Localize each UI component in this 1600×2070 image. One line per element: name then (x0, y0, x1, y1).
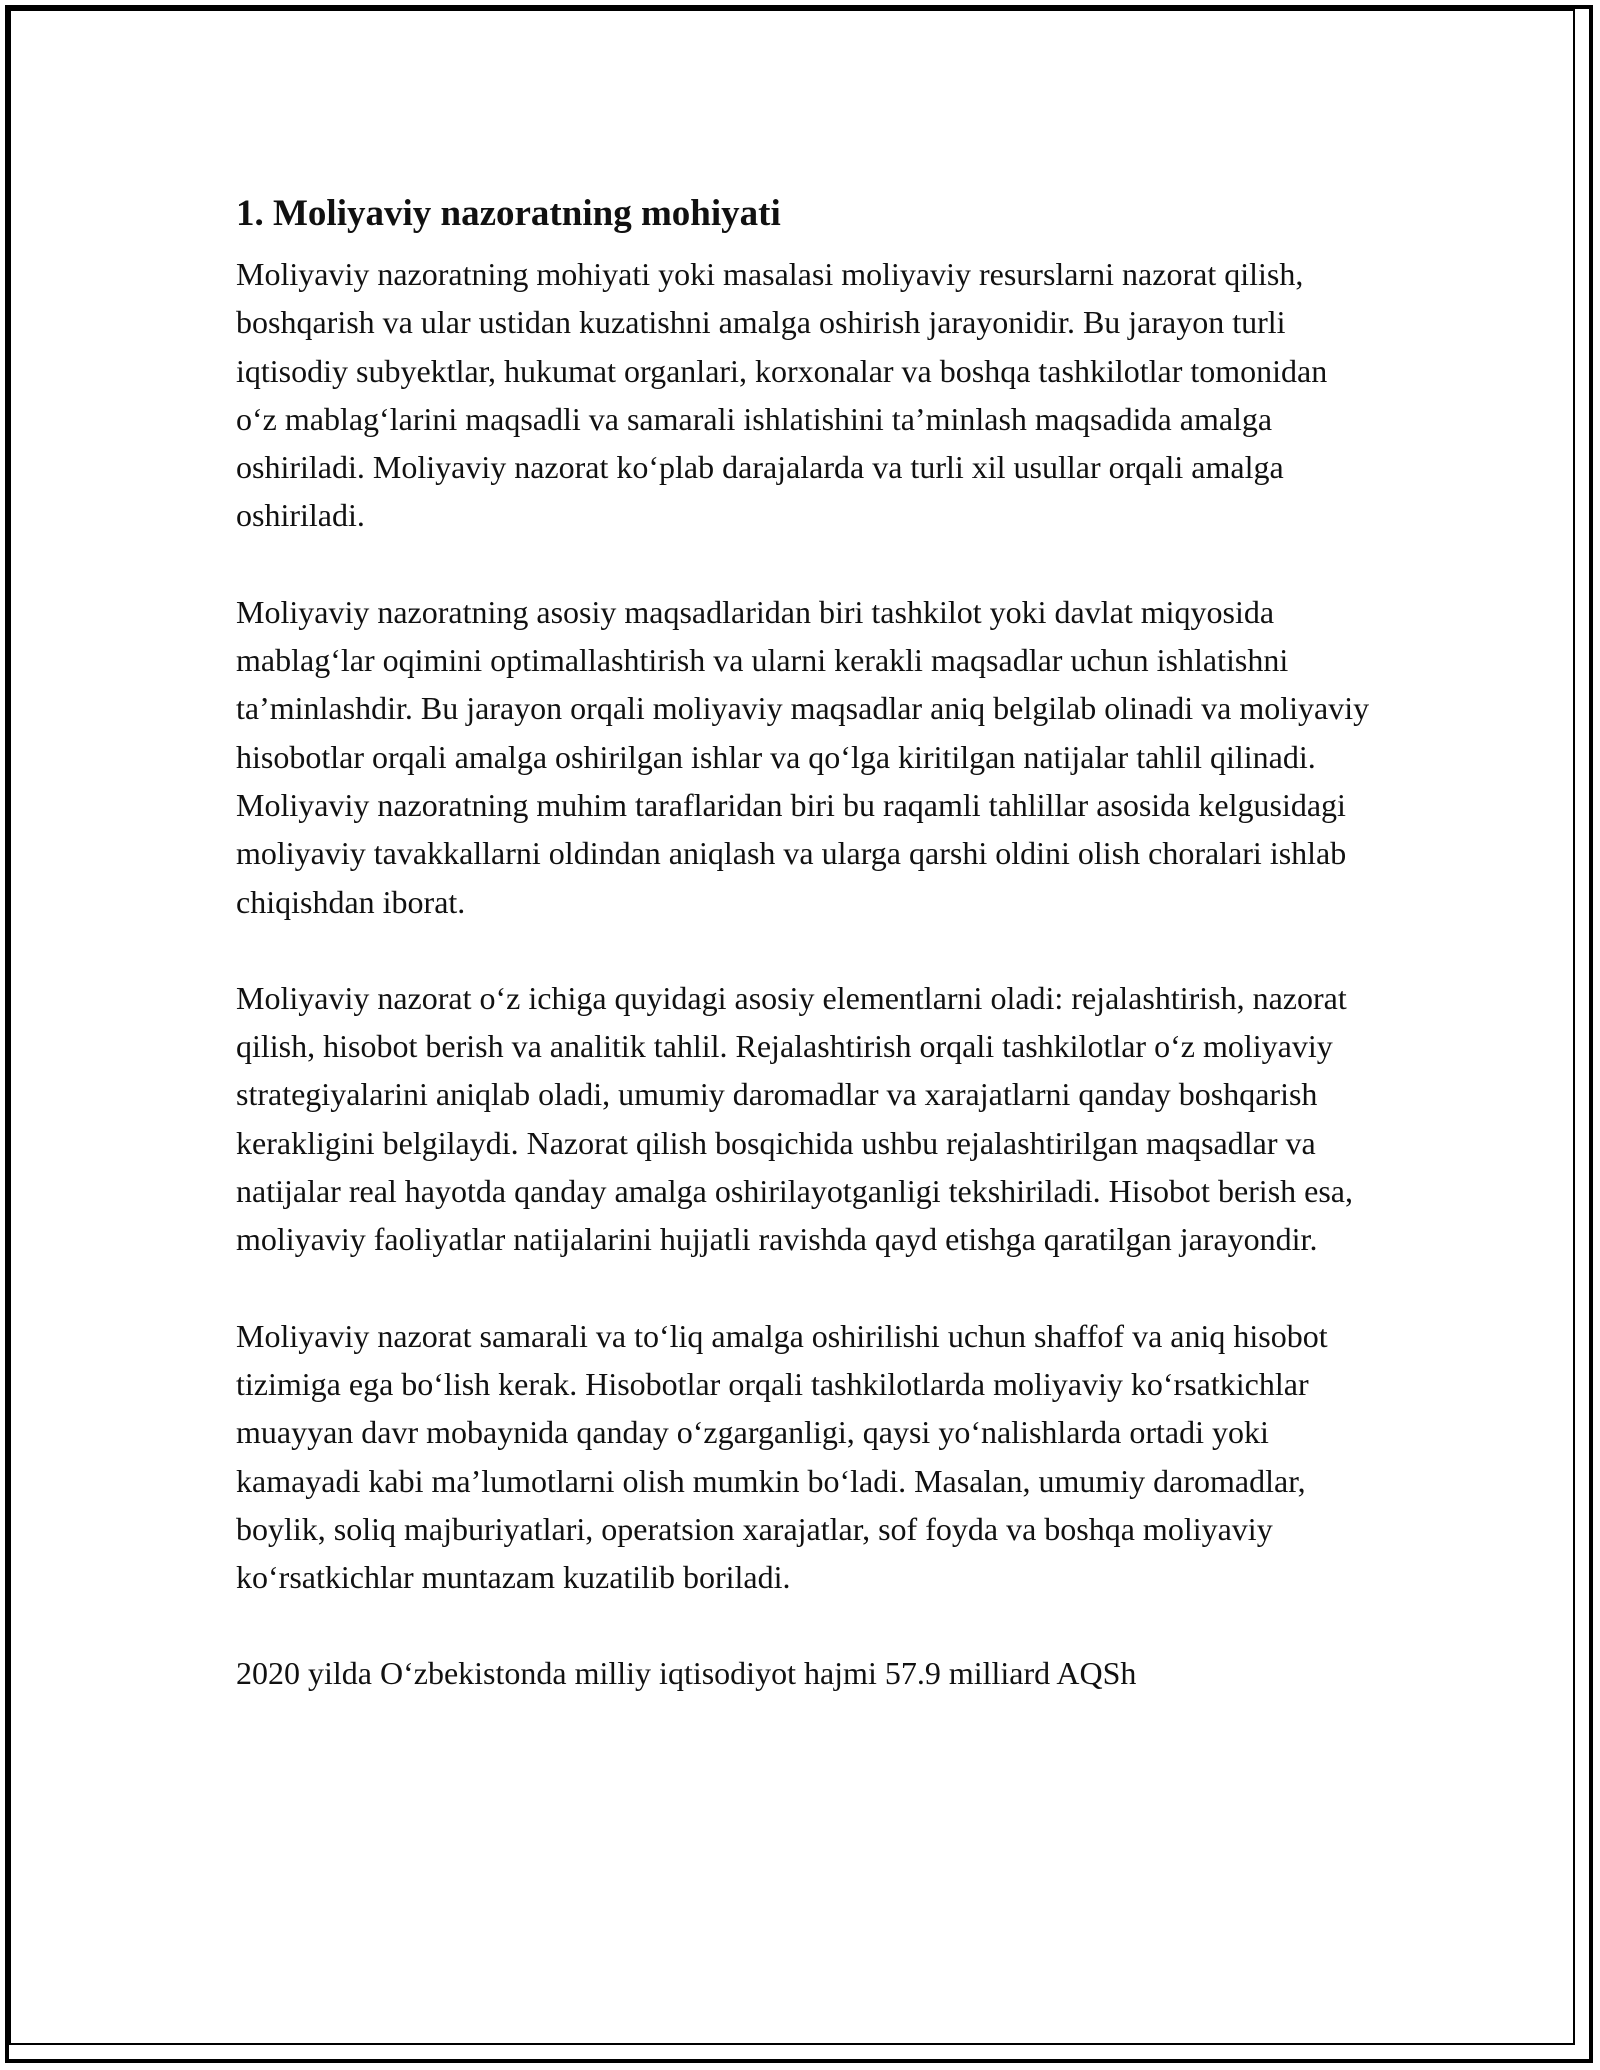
paragraph-2: Moliyaviy nazoratning asosiy maqsadlaridan biri tashkilot yoki davlat miqyosida mablag‘lar oqimini optimallashtirish va ularni kerakli maqsadlar uchun ishlatishni ta’minlashdir. Bu jarayon orqali moliyaviy maqsadlar aniq belgilab olinadi va moliyaviy hisobotlar orqali amalga oshirilgan ishlar va qo‘lga kiritilgan natijalar tahlil qilinadi. Moliyaviy nazoratning muhim taraflaridan biri bu raqamli tahlillar asosida kelgusidagi moliyaviy tavakkallarni oldindan aniqlash va ularga qarshi oldini olish choralari ishlab chiqishdan iborat. (236, 593, 1370, 920)
paragraph-4: Moliyaviy nazorat samarali va to‘liq amalga oshirilishi uchun shaffof va aniq hisobot tizimiga ega bo‘lish kerak. Hisobotlar orqali tashkilotlarda moliyaviy ko‘rsatkichlar muayyan davr mobaynida qanday o‘zgarganligi, qaysi yo‘nalishlarda ortadi yoki kamayadi kabi ma’lumotlarni olish mumkin bo‘ladi. Masalan, umumiy daromadlar, boylik, soliq majburiyatlari, operatsion xarajatlar, sof foyda va boshqa moliyaviy ko‘rsatkichlar muntazam kuzatilib boriladi. (236, 1317, 1328, 1596)
paragraph-3: Moliyaviy nazorat o‘z ichiga quyidagi asosiy elementlarni oladi: rejalashtirish, nazorat qilish, hisobot berish va analitik tahlil. Rejalashtirish orqali tashkilotlar o‘z moliyaviy strategiyalarini aniqlab oladi, umumiy daromadlar va xarajatlarni qanday boshqarish kerakligini belgilaydi. Nazorat qilish bosqichida ushbu rejalashtirilgan maqsadlar va natijalar real hayotda qanday amalga oshirilayotganligi tekshiriladi. Hisobot berish esa, moliyaviy faoliyatlar natijalarini hujjatli ravishda qayd etishga qaratilgan jarayondir. (236, 979, 1353, 1258)
document-body (236, 186, 1376, 1746)
section-heading: 1. Moliyaviy nazoratning mohiyati (236, 193, 781, 234)
paragraph-1: Moliyaviy nazoratning mohiyati yoki masalasi moliyaviy resurslarni nazorat qilish, boshqarish va ular ustidan kuzatishni amalga oshirish jarayonidir. Bu jarayon turli iqtisodiy subyektlar, hukumat organlari, korxonalar va boshqa tashkilotlar tomonidan o‘z mablag‘larini maqsadli va samarali ishlatishini ta’minlash maqsadida amalga oshiriladi. Moliyaviy nazorat ko‘plab darajalarda va turli xil usullar orqali amalga oshiriladi. (236, 256, 1328, 534)
paragraph-5: 2020 yilda O‘zbekistonda milliy iqtisodiyot hajmi 57.9 milliard AQSh (236, 1655, 1137, 1692)
